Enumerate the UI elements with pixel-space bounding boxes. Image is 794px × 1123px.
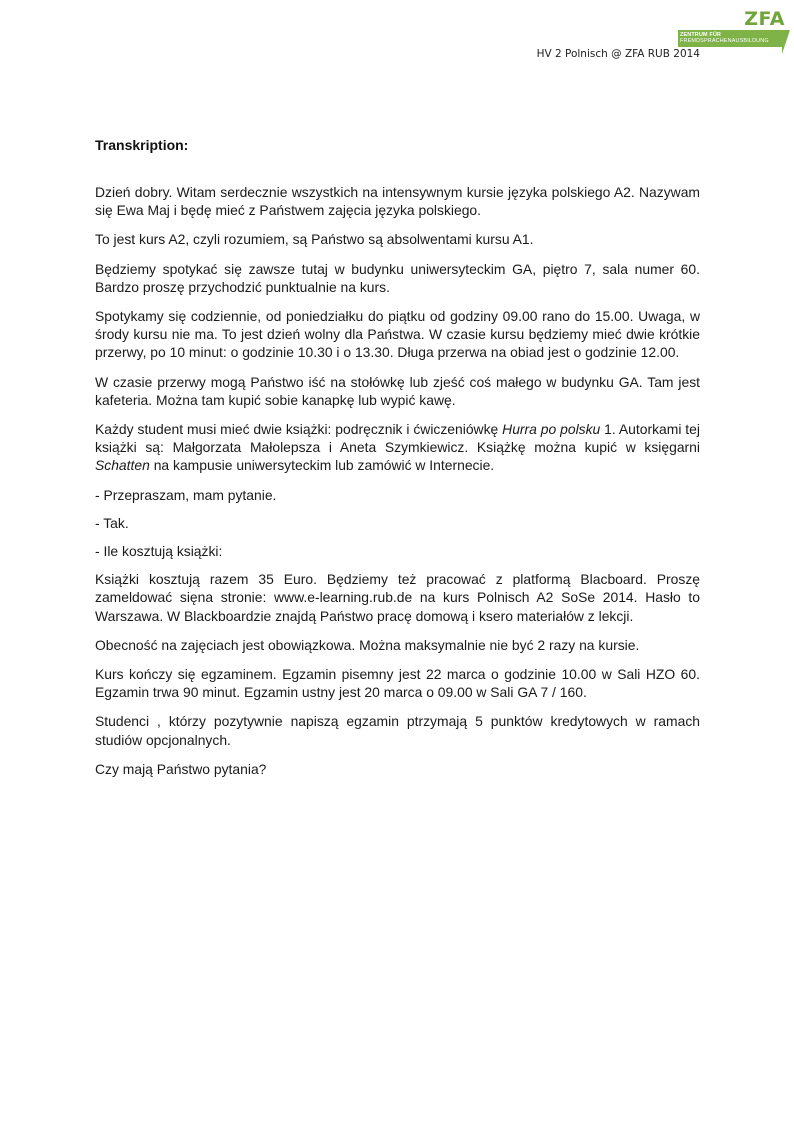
logo-wedge xyxy=(782,30,790,54)
logo-subtitle-line2: FREMDSPRACHENAUSBILDUNG xyxy=(680,38,769,44)
paragraph: Będziemy spotykać się zawsze tutaj w budynku uniwersyteckim GA, piętro 7, sala numer 60. Bardzo proszę przychodzić punktualnie na kurs. xyxy=(95,260,700,295)
text-run: 1. Autorkami tej książki są: Małgorzata Małolepsza i Aneta Szymkiewicz. Książkę można kupić w księgarni xyxy=(95,421,700,456)
text-run: Każdy student musi mieć dwie książki: podręcznik i ćwiczeniówkę xyxy=(95,421,503,438)
page-title: Transkription: xyxy=(95,137,189,153)
paragraph-books xyxy=(95,420,700,475)
paragraph: To jest kurs A2, czyli rozumiem, są Państwo są absolwentami kursu A1. xyxy=(95,231,534,248)
paragraph: Studenci , którzy pozytywnie napiszą egzamin ptrzymają 5 punktów kredytowych w ramach studiów opcjonalnych. xyxy=(95,713,700,748)
logo-subtitle-line1: ZENTRUM FÜR xyxy=(680,32,722,38)
paragraph: Dzień dobry. Witam serdecznie wszystkich na intensywnym kursie języka polskiego A2. Nazywam się Ewa Maj i będę mieć z Państwem zajęcia języka polskiego. xyxy=(95,184,700,219)
dialogue-line: - Tak. xyxy=(95,514,129,531)
paragraph: Obecność na zajęciach jest obowiązkowa. Można maksymalnie nie być 2 razy na kursie. xyxy=(95,636,640,653)
page-header: HV 2 Polnisch @ ZFA RUB 2014 xyxy=(536,48,700,60)
paragraph: W czasie przerwy mogą Państwo iść na stołówkę lub zjeść coś małego w budynku GA. Tam jest kafeteria. Można tam kupić sobie kanapkę lub wypić kawę. xyxy=(95,373,700,408)
transcript-body xyxy=(95,183,700,789)
paragraph: Spotykamy się codziennie, od poniedziałku do piątku od godziny 09.00 rano do 15.00. Uwaga, w środy kursu nie ma. To jest dzień wolny dla Państwa. W czasie kursu będziemy mieć dwie krótkie przerwy, po 10 minut: o godzinie 10.30 i o 13.30. Długa przerwa na obiad jest o godzinie 12.00. xyxy=(95,308,700,361)
logo-text: ZFA xyxy=(744,8,785,30)
book-title: Hurra po polsku xyxy=(502,421,601,438)
dialogue-line: - Ile kosztują książki: xyxy=(95,543,223,560)
paragraph: Książki kosztują razem 35 Euro. Będziemy też pracować z platformą Blacboard. Proszę zameldować sięna stronie: www.e-learning.rub.de na kurs Polnisch A2 SoSe 2014. Hasło to Warszawa. W Blackboardzie znajdą Państwo pracę domową i ksero materiałów z lekcji. xyxy=(95,571,700,624)
paragraph: Czy mają Państwo pytania? xyxy=(95,760,267,777)
dialogue-line: - Przepraszam, mam pytanie. xyxy=(95,486,277,503)
bookshop-name: Schatten xyxy=(95,457,150,474)
text-run: na kampusie uniwersyteckim lub zamówić w Internecie. xyxy=(149,457,495,474)
zfa-logo xyxy=(678,6,790,52)
paragraph: Kurs kończy się egzaminem. Egzamin pisemny jest 22 marca o godzinie 10.00 w Sali HZO 60. Egzamin trwa 90 minut. Egzamin ustny jest 20 marca o 09.00 w Sali GA 7 / 160. xyxy=(95,666,700,701)
